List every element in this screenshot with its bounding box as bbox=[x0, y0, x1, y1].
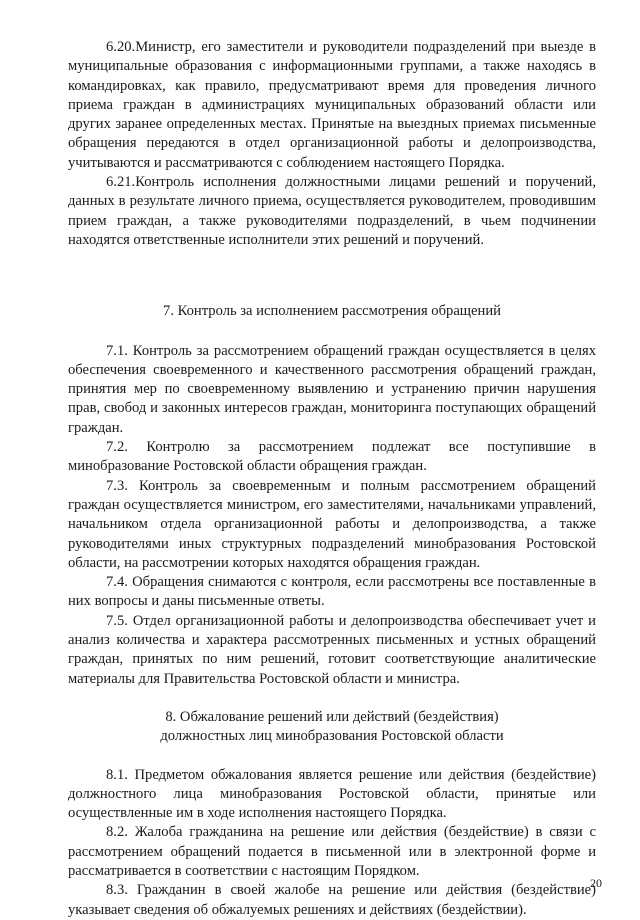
document-page bbox=[68, 38, 596, 920]
paragraph-8-1: 8.1. Предметом обжалования является решение или действия (бездействие) должностного лица минобразования Ростовской области, принятые или осуществленные им в ходе исполнения настоящего Порядка. bbox=[68, 766, 596, 822]
paragraph-8-2: 8.2. Жалоба гражданина на решение или действия (бездействие) в связи с рассмотрением обращений подается в письменной или в электронной форме и рассматривается в соответствии с настоящим Порядком. bbox=[68, 824, 596, 879]
paragraph-7-5: 7.5. Отдел организационной работы и делопроизводства обеспечивает учет и анализ количества и характера рассмотренных письменных и устных обращений граждан, принятых по ним решений, готовит соответствующие аналитические материалы для Правительства Ростовской области и министра. bbox=[68, 612, 596, 687]
section-8-heading-line-1: 8. Обжалование решений или действий (бездействия) bbox=[165, 708, 499, 725]
section-7-heading: 7. Контроль за исполнением рассмотрения обращений bbox=[163, 303, 501, 320]
paragraph-7-3: 7.3. Контроль за своевременным и полным рассмотрением обращений граждан осуществляется министром, его заместителями, начальниками управлений, начальником отдела организационной работы и делопроизводства, а также руководителями иных структурных подразделений минобразования Ростовской области, на рассмотрении которых находятся обращения граждан. bbox=[68, 477, 596, 571]
paragraph-7-2: 7.2. Контролю за рассмотрением подлежат все поступившие в минобразование Ростовской области обращения граждан. bbox=[68, 439, 596, 475]
paragraph-6-21: 6.21.Контроль исполнения должностными лицами решений и поручений, данных в результате личного приема, осуществляется руководителем, проводившим прием граждан, а также руководителями подразделений, в чьем подчинении находятся ответственные исполнители этих решений и поручений. bbox=[68, 174, 596, 248]
section-8-heading-line-2: должностных лиц минобразования Ростовской области bbox=[160, 728, 504, 745]
page-number: 20 bbox=[590, 876, 602, 890]
paragraph-7-4: 7.4. Обращения снимаются с контроля, если рассмотрены все поставленные в них вопросы и даны письменные ответы. bbox=[68, 574, 596, 610]
paragraph-8-3: 8.3. Гражданин в своей жалобе на решение или действия (бездействие) указывает сведения об обжалуемых решениях и действиях (бездействии). bbox=[68, 882, 596, 918]
paragraph-7-1: 7.1. Контроль за рассмотрением обращений граждан осуществляется в целях обеспечения своевременного и качественного рассмотрения обращений граждан, принятия мер по своевременному выявлению и устранению причин нарушения прав, свобод и законных интересов граждан, мониторинга поступающих обращений граждан. bbox=[68, 342, 596, 436]
paragraph-6-20: 6.20.Министр, его заместители и руководители подразделений при выезде в муниципальные образования с информационными группами, а также находясь в командировках, как правило, предусматривают время для проведения личного приема граждан в администрациях муниципальных образований области или других заранее определенных местах. Принятые на выездных приемах письменные обращения передаются в отдел организационной работы и делопроизводства, учитываются и рассматриваются с соблюдением настоящего Порядка. bbox=[68, 39, 596, 171]
